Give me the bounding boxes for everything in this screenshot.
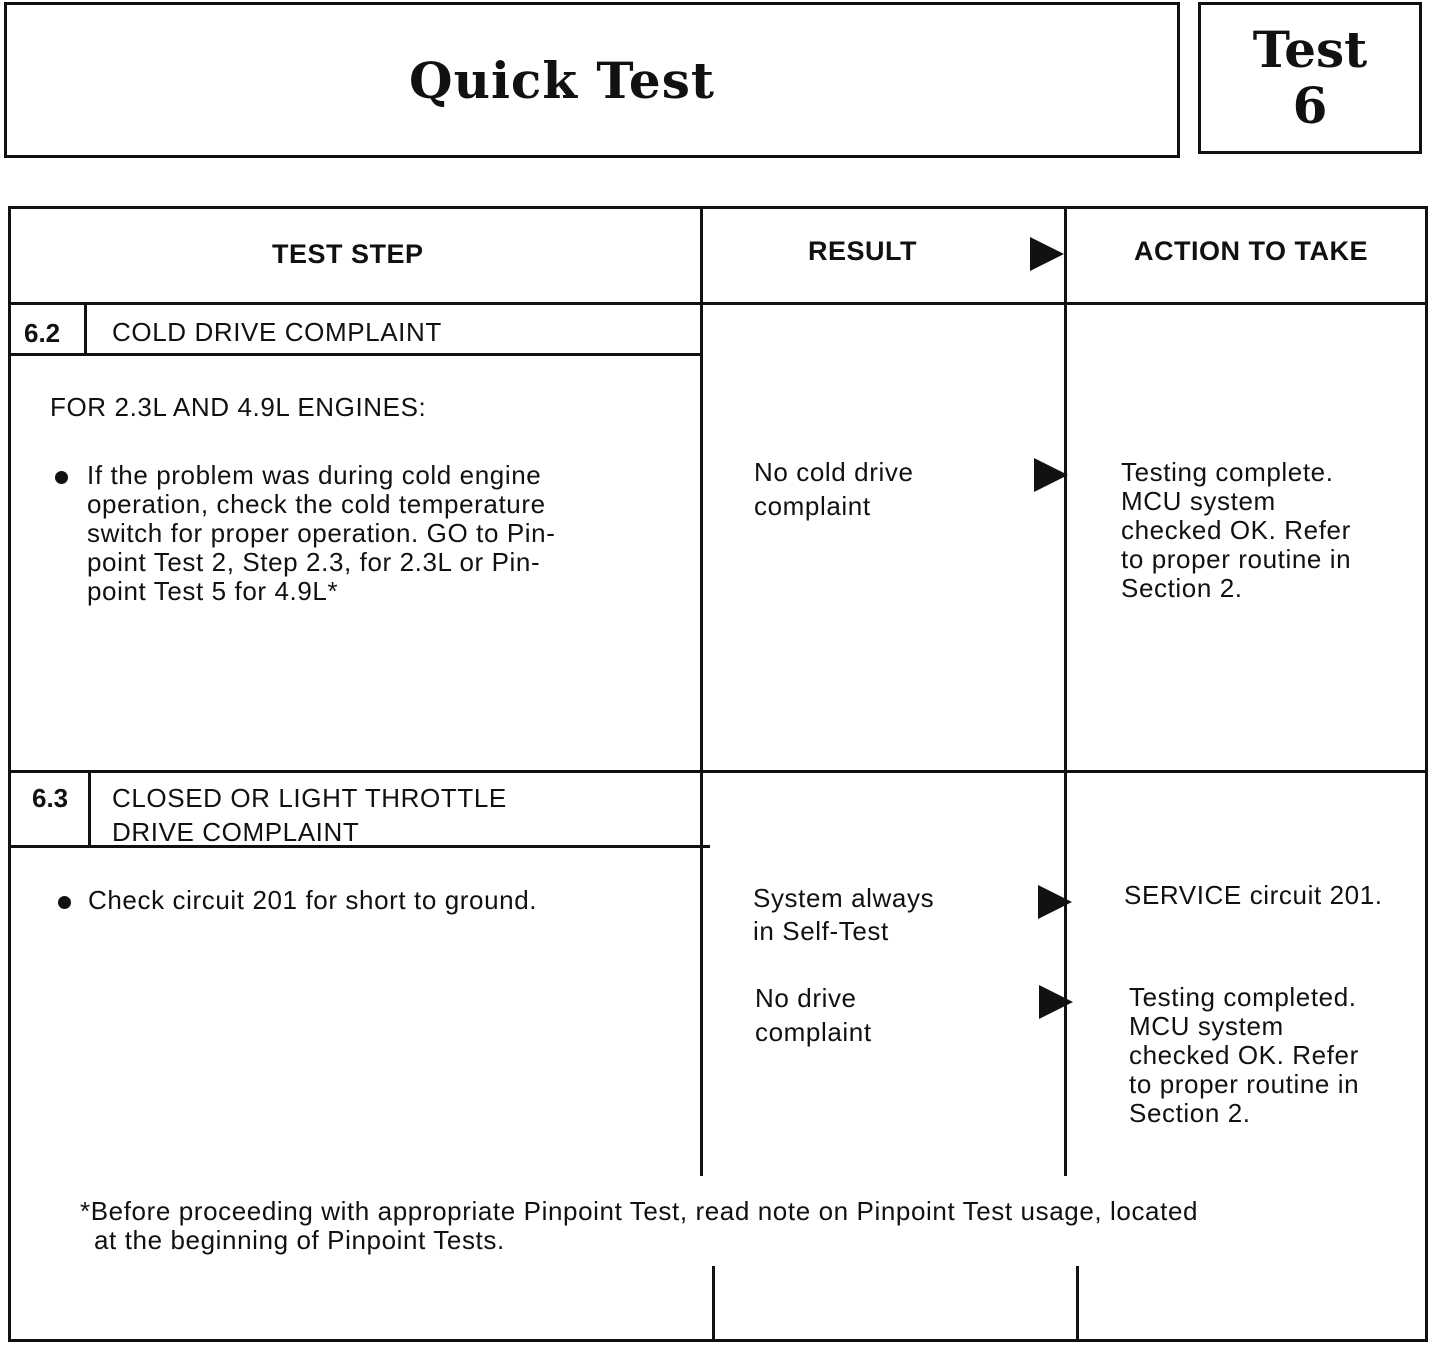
step-number: 6.3 [32,783,69,813]
step-title-line: DRIVE COMPLAINT [112,817,360,847]
action-line: checked OK. Refer [1129,1040,1359,1070]
action-line: MCU system [1129,1011,1284,1041]
action-line: MCU system [1121,486,1276,516]
bullet-icon [58,896,71,909]
result-line: System always [753,883,935,913]
instruction-line: Check circuit 201 for short to ground. [88,885,538,915]
result-line: No cold drive [754,457,914,487]
instruction-line: If the problem was during cold engine [87,460,542,490]
footnote-line: at the beginning of Pinpoint Tests. [94,1225,505,1255]
title-box [4,2,1180,158]
instruction-line: operation, check the cold temperature [87,489,546,519]
action-line: Testing complete. [1121,457,1334,487]
result-arrow-icon [1039,985,1073,1019]
step-title-divider-6-2 [8,353,703,356]
table-top-border [8,206,1428,209]
action-line: to proper routine in [1129,1069,1360,1099]
column-divider-1 [700,206,703,1176]
table-right-border [1425,206,1428,1342]
column-header-action: ACTION TO TAKE [1134,236,1368,266]
column-divider-2 [1064,206,1067,1176]
column-header-test-step: TEST STEP [272,239,424,269]
step-number-divider-6-2 [84,302,87,356]
step-title-line: CLOSED OR LIGHT THROTTLE [112,783,507,813]
result-arrow-icon [1034,458,1068,492]
table-left-border [8,206,11,1342]
result-line: No drive [755,983,857,1013]
bullet-icon [55,471,68,484]
result-arrow-icon [1038,885,1072,919]
action-line: Testing completed. [1129,982,1357,1012]
action-line: Section 2. [1121,573,1243,603]
action-line: Section 2. [1129,1098,1251,1128]
table-bottom-border [8,1339,1428,1342]
action-line: to proper routine in [1121,544,1352,574]
header-arrow-icon [1030,237,1064,271]
result-line: in Self-Test [753,916,889,946]
action-line: checked OK. Refer [1121,515,1351,545]
page-title: Quick Test [409,50,715,110]
instruction-line: switch for proper operation. GO to Pin- [87,518,556,548]
step-number: 6.2 [24,318,61,348]
column-divider-1-lower [712,1266,715,1342]
column-divider-2-lower [1076,1266,1079,1342]
test-number: 6 [1292,76,1328,135]
row-divider [8,770,1428,773]
column-header-result: RESULT [808,236,917,266]
test-number-box [1198,2,1422,154]
header-row-divider [8,302,1428,305]
footnote-line: *Before proceeding with appropriate Pinpoint Test, read note on Pinpoint Test usage, located [80,1196,1199,1226]
instruction-line: point Test 5 for 4.9L* [87,576,339,606]
step-number-divider-6-3 [88,770,91,848]
instruction-line: point Test 2, Step 2.3, for 2.3L or Pin- [87,547,541,577]
test-label: Test [1252,20,1368,79]
result-line: complaint [754,491,871,521]
step-body-heading: FOR 2.3L AND 4.9L ENGINES: [50,392,427,422]
action-line: SERVICE circuit 201. [1124,880,1383,910]
step-title: COLD DRIVE COMPLAINT [112,317,442,347]
result-line: complaint [755,1017,872,1047]
